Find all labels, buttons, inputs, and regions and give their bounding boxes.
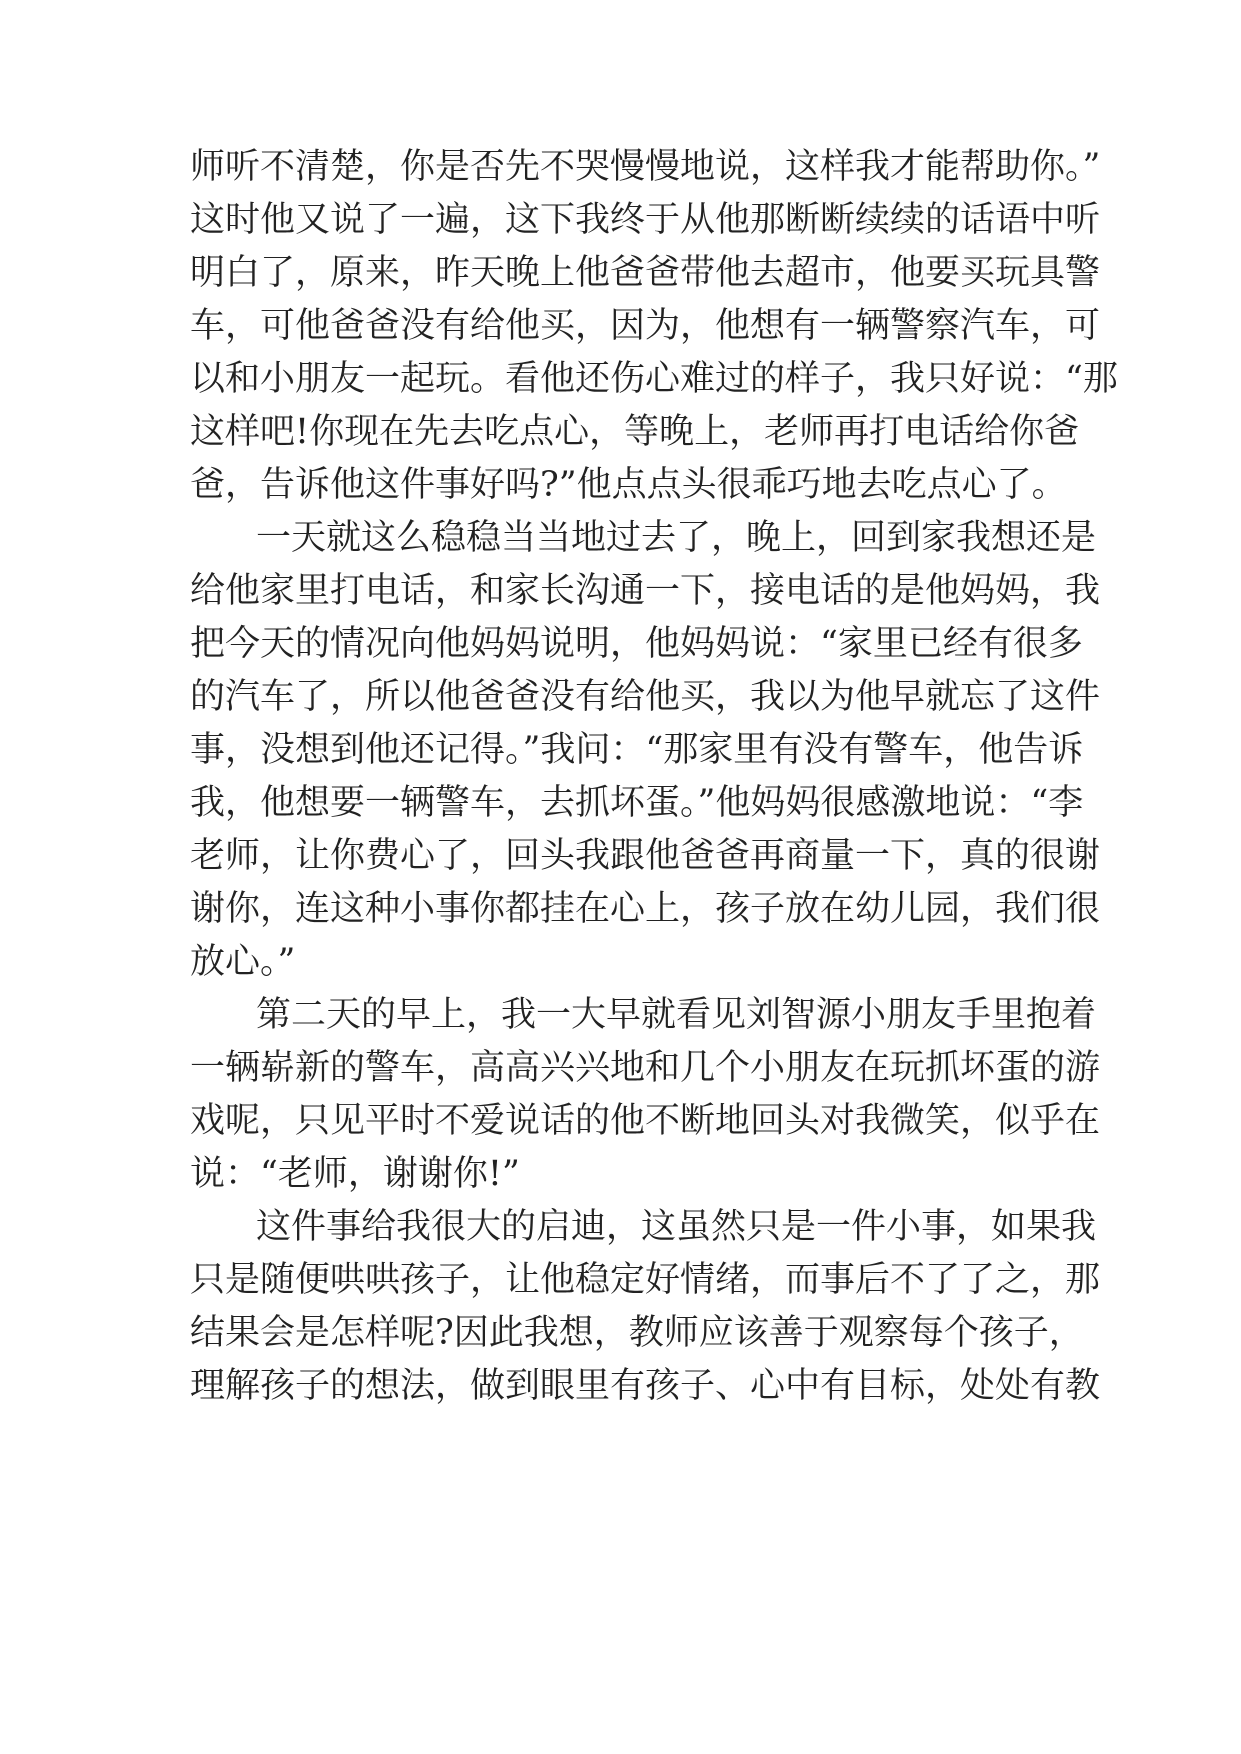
text-line: 明白了，原来，昨天晚上他爸爸带他去超市，他要买玩具警 [190, 253, 1101, 293]
text-line: 第二天的早上，我一大早就看见刘智源小朋友手里抱着 [256, 995, 1097, 1035]
text-line: 以和小朋友一起玩。看他还伤心难过的样子，我只好说：“那 [190, 359, 1118, 399]
text-line: 只是随便哄哄孩子，让他稳定好情绪，而事后不了了之，那 [190, 1260, 1101, 1300]
text-line: 一辆崭新的警车，高高兴兴地和几个小朋友在玩抓坏蛋的游 [190, 1048, 1101, 1088]
text-line: 一天就这么稳稳当当地过去了，晚上，回到家我想还是 [256, 518, 1097, 558]
text-line: 这时他又说了一遍，这下我终于从他那断断续续的话语中听 [190, 200, 1101, 240]
text-line: 老师，让你费心了，回头我跟他爸爸再商量一下，真的很谢 [190, 836, 1101, 876]
text-line: 这样吧!你现在先去吃点心，等晚上，老师再打电话给你爸 [190, 412, 1080, 452]
text-line: 说：“老师，谢谢你!” [190, 1154, 520, 1194]
text-line: 理解孩子的想法，做到眼里有孩子、心中有目标，处处有教 [190, 1366, 1101, 1406]
text-line: 给他家里打电话，和家长沟通一下，接电话的是他妈妈，我 [190, 571, 1101, 611]
text-line: 把今天的情况向他妈妈说明，他妈妈说：“家里已经有很多 [190, 624, 1083, 664]
text-line: 爸，告诉他这件事好吗?”他点点头很乖巧地去吃点心了。 [190, 465, 1067, 505]
text-line: 谢你，连这种小事你都挂在心上，孩子放在幼儿园，我们很 [190, 889, 1101, 929]
text-line: 事，没想到他还记得。”我问：“那家里有没有警车，他告诉 [190, 730, 1084, 770]
text-line: 车，可他爸爸没有给他买，因为，他想有一辆警察汽车，可 [190, 306, 1101, 346]
text-line: 结果会是怎样呢?因此我想，教师应该善于观察每个孩子， [190, 1313, 1084, 1353]
text-line: 的汽车了，所以他爸爸没有给他买，我以为他早就忘了这件 [190, 677, 1101, 717]
text-line: 戏呢，只见平时不爱说话的他不断地回头对我微笑，似乎在 [190, 1101, 1101, 1141]
text-line: 放心。” [190, 942, 296, 982]
text-line: 我，他想要一辆警车，去抓坏蛋。”他妈妈很感激地说：“李 [190, 783, 1084, 823]
text-line: 师听不清楚，你是否先不哭慢慢地说，这样我才能帮助你。” [190, 147, 1101, 187]
text-line: 这件事给我很大的启迪，这虽然只是一件小事，如果我 [256, 1207, 1097, 1247]
